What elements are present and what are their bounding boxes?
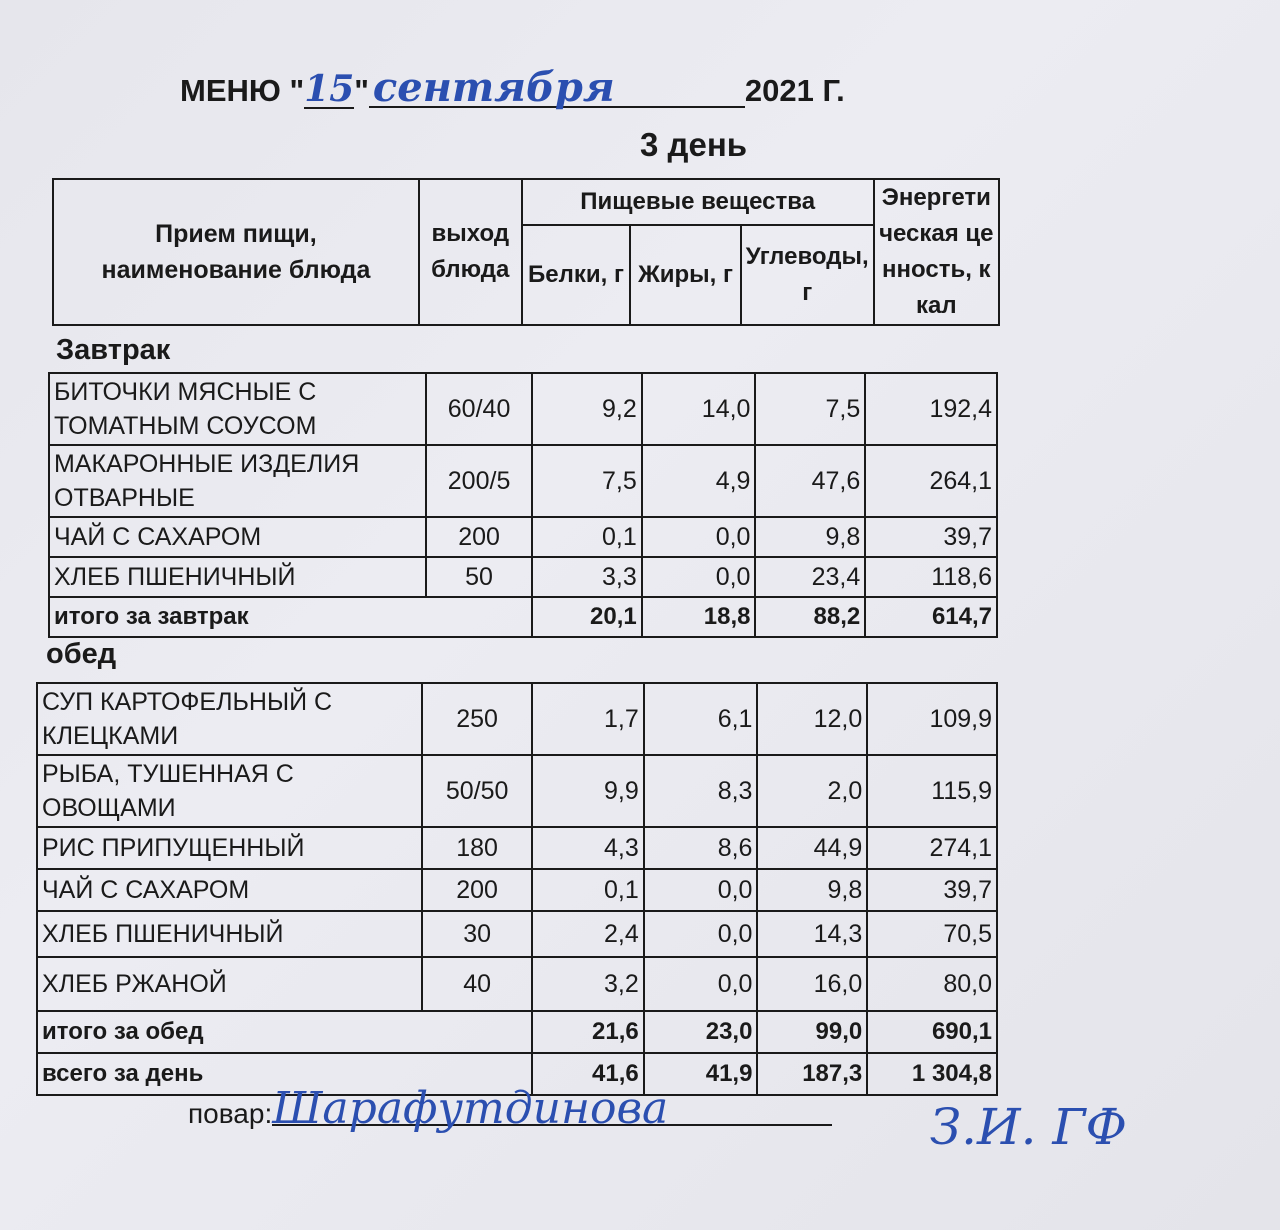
dish-protein: 1,7 xyxy=(532,683,644,755)
table-row xyxy=(37,755,997,827)
day-total-protein: 41,6 xyxy=(532,1053,644,1095)
total-kcal: 690,1 xyxy=(867,1011,997,1053)
menu-title xyxy=(180,64,845,111)
quote-close: " xyxy=(354,73,369,108)
dish-yield: 250 xyxy=(422,683,532,755)
total-fat: 18,8 xyxy=(642,597,756,637)
dish-fat: 0,0 xyxy=(644,957,758,1011)
table-row xyxy=(49,557,997,597)
dish-yield: 200 xyxy=(426,517,532,557)
dish-carbs: 47,6 xyxy=(755,445,865,517)
dish-fat: 0,0 xyxy=(642,517,756,557)
total-kcal: 614,7 xyxy=(865,597,997,637)
day-total-kcal: 1 304,8 xyxy=(867,1053,997,1095)
dish-carbs: 9,8 xyxy=(757,869,867,911)
table-row xyxy=(37,957,997,1011)
fat-header: Жиры, г xyxy=(630,225,740,325)
breakfast-section-label: Завтрак xyxy=(56,334,171,366)
table-row xyxy=(49,445,997,517)
dish-yield: 200 xyxy=(422,869,532,911)
dish-carbs: 2,0 xyxy=(757,755,867,827)
table-row xyxy=(49,373,997,445)
day-total-fat: 41,9 xyxy=(644,1053,758,1095)
table-row xyxy=(49,517,997,557)
dish-name: РЫБА, ТУШЕННАЯ С ОВОЩАМИ xyxy=(37,755,422,827)
total-label: итого за завтрак xyxy=(49,597,532,637)
total-protein: 21,6 xyxy=(532,1011,644,1053)
dish-yield: 50/50 xyxy=(422,755,532,827)
dish-kcal: 70,5 xyxy=(867,911,997,957)
dish-name: ХЛЕБ ПШЕНИЧНЫЙ xyxy=(37,911,422,957)
dish-kcal: 118,6 xyxy=(865,557,997,597)
dish-protein: 3,3 xyxy=(532,557,642,597)
handwritten-day: 15 xyxy=(304,68,355,110)
dish-name: СУП КАРТОФЕЛЬНЫЙ С КЛЕЦКАМИ xyxy=(37,683,422,755)
lunch-table xyxy=(36,682,998,1096)
table-row xyxy=(37,911,997,957)
total-fat: 23,0 xyxy=(644,1011,758,1053)
dish-name: ХЛЕБ РЖАНОЙ xyxy=(37,957,422,1011)
dish-protein: 9,9 xyxy=(532,755,644,827)
dish-kcal: 264,1 xyxy=(865,445,997,517)
dish-carbs: 16,0 xyxy=(757,957,867,1011)
dish-protein: 2,4 xyxy=(532,911,644,957)
total-carbs: 99,0 xyxy=(757,1011,867,1053)
breakfast-total-row xyxy=(49,597,997,637)
lunch-total-row xyxy=(37,1011,997,1053)
dish-protein: 9,2 xyxy=(532,373,642,445)
yield-column-header: выход блюда xyxy=(419,179,522,325)
day-number: 3 день xyxy=(640,126,748,163)
dish-kcal: 39,7 xyxy=(867,869,997,911)
quote-open: " xyxy=(289,73,305,108)
dish-name: ХЛЕБ ПШЕНИЧНЫЙ xyxy=(49,557,426,597)
dish-carbs: 9,8 xyxy=(755,517,865,557)
day-total-label: всего за день xyxy=(37,1053,532,1095)
cook-signature: Шарафутдинова xyxy=(272,1094,832,1126)
nutrients-header: Пищевые вещества xyxy=(522,179,874,225)
dish-fat: 14,0 xyxy=(642,373,756,445)
cook-label: повар: xyxy=(188,1098,273,1129)
header-table xyxy=(52,178,1000,326)
dish-carbs: 12,0 xyxy=(757,683,867,755)
dish-fat: 0,0 xyxy=(642,557,756,597)
dish-kcal: 80,0 xyxy=(867,957,997,1011)
total-protein: 20,1 xyxy=(532,597,642,637)
dish-fat: 6,1 xyxy=(644,683,758,755)
dish-yield: 60/40 xyxy=(426,373,532,445)
total-label: итого за обед xyxy=(37,1011,532,1053)
dish-yield: 50 xyxy=(426,557,532,597)
handwritten-month: сентября xyxy=(369,70,745,108)
carbs-header: Углеводы, г xyxy=(741,225,874,325)
dish-yield: 40 xyxy=(422,957,532,1011)
dish-carbs: 14,3 xyxy=(757,911,867,957)
dish-yield: 30 xyxy=(422,911,532,957)
lunch-section-label: обед xyxy=(46,638,117,670)
dish-name: ЧАЙ С САХАРОМ xyxy=(37,869,422,911)
dish-kcal: 115,9 xyxy=(867,755,997,827)
dish-name: БИТОЧКИ МЯСНЫЕ С ТОМАТНЫМ СОУСОМ xyxy=(49,373,426,445)
dish-kcal: 274,1 xyxy=(867,827,997,869)
dish-carbs: 7,5 xyxy=(755,373,865,445)
dish-name: ЧАЙ С САХАРОМ xyxy=(49,517,426,557)
dish-protein: 4,3 xyxy=(532,827,644,869)
energy-column-header: Энергетическая ценность, ккал xyxy=(874,179,999,325)
table-row xyxy=(37,683,997,755)
table-row xyxy=(37,827,997,869)
dish-fat: 0,0 xyxy=(644,911,758,957)
cook-signature-line xyxy=(188,1083,832,1134)
dish-protein: 0,1 xyxy=(532,869,644,911)
dish-protein: 3,2 xyxy=(532,957,644,1011)
dish-yield: 180 xyxy=(422,827,532,869)
dish-kcal: 39,7 xyxy=(865,517,997,557)
dish-fat: 0,0 xyxy=(644,869,758,911)
dish-protein: 0,1 xyxy=(532,517,642,557)
table-row xyxy=(37,869,997,911)
dish-fat: 8,3 xyxy=(644,755,758,827)
dish-yield: 200/5 xyxy=(426,445,532,517)
meal-column-header: Прием пищи, наименование блюда xyxy=(53,179,419,325)
dish-name: РИС ПРИПУЩЕННЫЙ xyxy=(37,827,422,869)
dish-kcal: 192,4 xyxy=(865,373,997,445)
dish-kcal: 109,9 xyxy=(867,683,997,755)
dish-carbs: 23,4 xyxy=(755,557,865,597)
dish-fat: 4,9 xyxy=(642,445,756,517)
total-carbs: 88,2 xyxy=(755,597,865,637)
dish-name: МАКАРОННЫЕ ИЗДЕЛИЯ ОТВАРНЫЕ xyxy=(49,445,426,517)
dish-protein: 7,5 xyxy=(532,445,642,517)
menu-year: 2021 Г. xyxy=(744,73,845,108)
dish-carbs: 44,9 xyxy=(757,827,867,869)
day-total-carbs: 187,3 xyxy=(757,1053,867,1095)
cook-initials: З.И. ГФ xyxy=(930,1098,1128,1156)
breakfast-table xyxy=(48,372,998,638)
dish-fat: 8,6 xyxy=(644,827,758,869)
protein-header: Белки, г xyxy=(522,225,631,325)
menu-title-prefix: МЕНЮ xyxy=(180,73,281,108)
